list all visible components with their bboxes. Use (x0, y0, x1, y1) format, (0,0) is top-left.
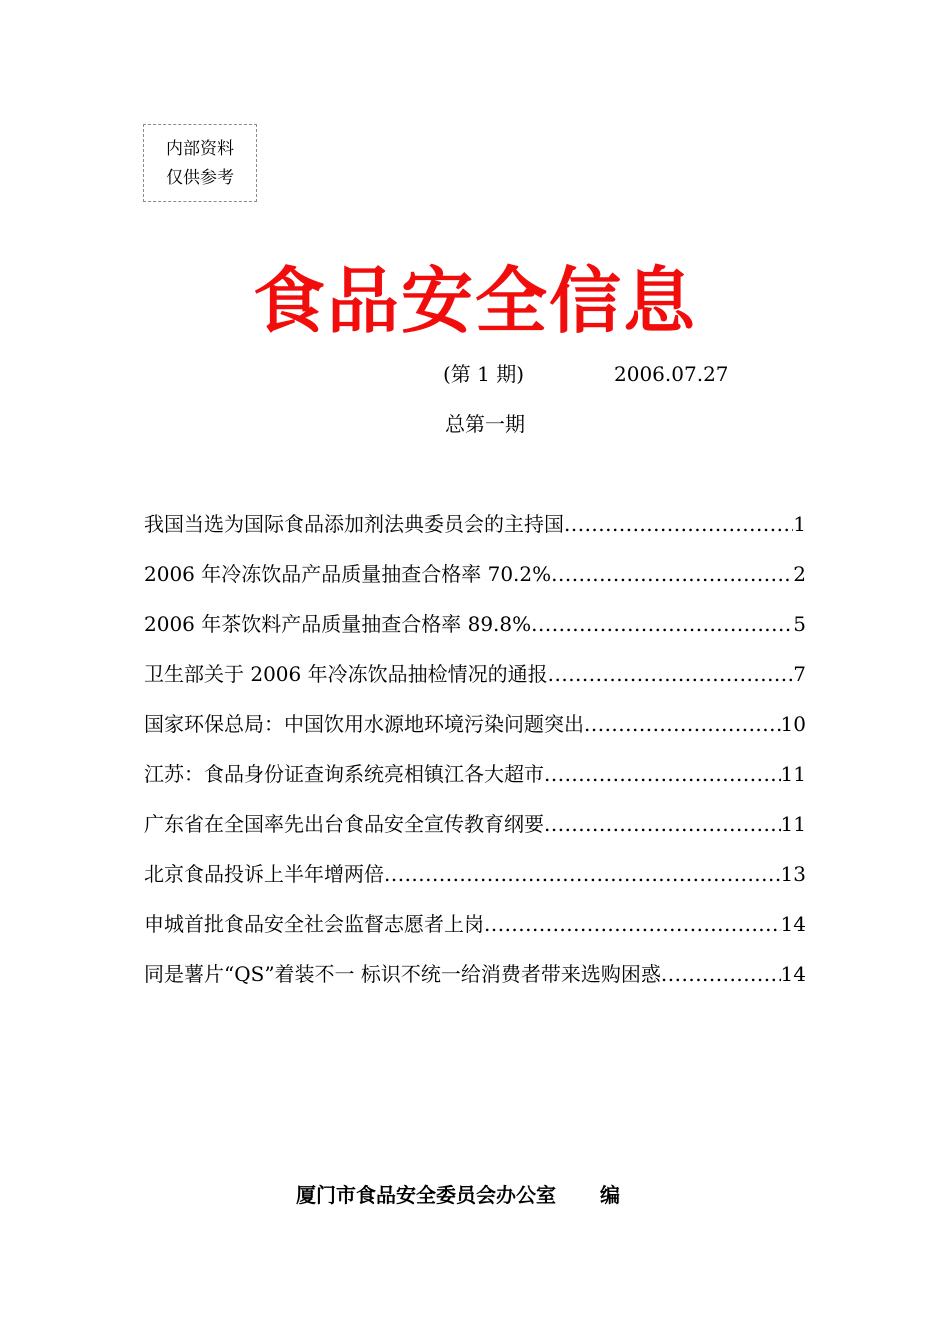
toc-entry[interactable] (144, 658, 806, 708)
publisher-name: 厦门市食品安全委员会办公室 (296, 1183, 556, 1207)
toc-entry[interactable] (144, 858, 806, 908)
toc-entry[interactable] (144, 608, 806, 658)
toc-entry[interactable] (144, 708, 806, 758)
toc-entry-title: 北京食品投诉上半年增两倍 (144, 862, 384, 886)
stamp-line-reference: 仅供参考 (166, 168, 234, 188)
toc-dot-leader (531, 608, 793, 640)
editor-label: 编 (600, 1183, 620, 1207)
toc-entry-page: 10 (780, 712, 806, 736)
toc-entry-page: 1 (793, 512, 806, 536)
toc-dot-leader (544, 808, 781, 840)
toc-entry[interactable] (144, 558, 806, 608)
toc-entry-title: 我国当选为国际食品添加剂法典委员会的主持国 (144, 512, 564, 536)
total-issue-number: 总第一期 (445, 412, 525, 436)
toc-entry-title: 2006 年茶饮料产品质量抽查合格率 89.8% (144, 612, 532, 636)
toc-entry-page: 11 (780, 762, 806, 786)
internal-material-stamp (143, 124, 257, 202)
toc-entry-page: 7 (793, 662, 806, 686)
toc-entry-page: 14 (780, 912, 806, 936)
newsletter-title: 食品安全信息 (252, 258, 697, 343)
toc-entry-title: 广东省在全国率先出台食品安全宣传教育纲要 (144, 812, 544, 836)
stamp-line-internal: 内部资料 (166, 139, 234, 159)
toc-entry[interactable] (144, 908, 806, 958)
issue-number: (第 1 期) (443, 362, 525, 386)
toc-entry-page: 13 (780, 862, 806, 886)
toc-dot-leader (661, 958, 781, 990)
toc-dot-leader (484, 908, 781, 940)
toc-entry-page: 14 (780, 962, 806, 986)
toc-dot-leader (584, 708, 781, 740)
toc-entry-title: 同是薯片“QS”着装不一 标识不统一给消费者带来选购困惑 (144, 962, 661, 986)
toc-entry-page: 11 (780, 812, 806, 836)
toc-dot-leader (551, 558, 793, 590)
publisher-footer (296, 1180, 620, 1210)
toc-entry[interactable] (144, 958, 806, 1008)
toc-entry-page: 5 (793, 612, 806, 636)
toc-entry[interactable] (144, 808, 806, 858)
toc-entry-title: 国家环保总局：中国饮用水源地环境污染问题突出 (144, 712, 584, 736)
toc-entry[interactable] (144, 508, 806, 558)
toc-entry-title: 卫生部关于 2006 年冷冻饮品抽检情况的通报 (144, 662, 548, 686)
toc-entry-title: 江苏：食品身份证查询系统亮相镇江各大超市 (144, 762, 544, 786)
toc-entry-title: 申城首批食品安全社会监督志愿者上岗 (144, 912, 484, 936)
toc-entry[interactable] (144, 758, 806, 808)
toc-entry-title: 2006 年冷冻饮品产品质量抽查合格率 70.2% (144, 562, 552, 586)
issue-date: 2006.07.27 (614, 362, 729, 386)
toc-dot-leader (544, 758, 781, 790)
toc-dot-leader (384, 858, 781, 890)
toc-dot-leader (548, 658, 794, 690)
table-of-contents (144, 508, 806, 1008)
toc-entry-page: 2 (793, 562, 806, 586)
toc-dot-leader (564, 508, 793, 540)
